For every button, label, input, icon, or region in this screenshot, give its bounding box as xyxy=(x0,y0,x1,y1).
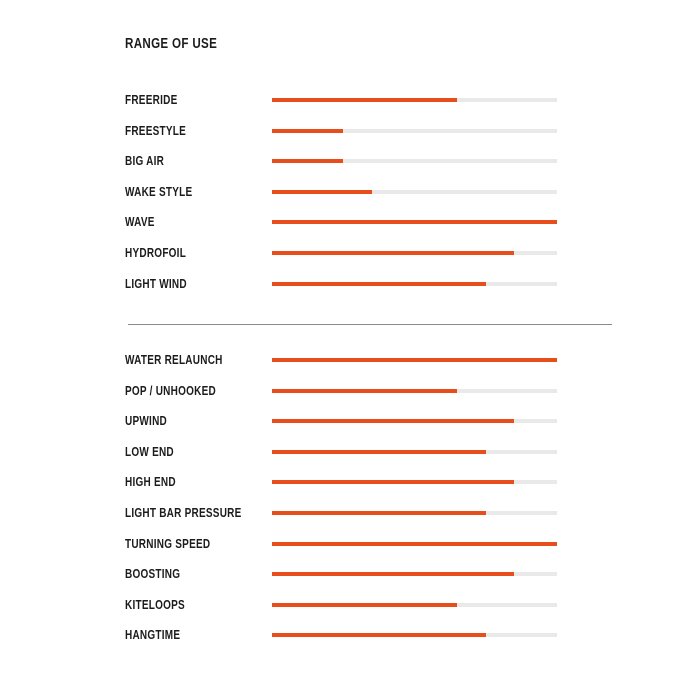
bar-fill xyxy=(272,603,457,607)
section-performance xyxy=(125,345,557,650)
bar-fill xyxy=(272,190,372,194)
row-label: TURNING SPEED xyxy=(125,536,211,551)
chart-row xyxy=(125,559,557,590)
row-label: WAVE xyxy=(125,215,155,230)
bar-fill xyxy=(272,159,343,163)
chart-row xyxy=(125,528,557,559)
bar-fill xyxy=(272,633,486,637)
page-title: RANGE OF USE xyxy=(125,36,218,52)
row-label: UPWIND xyxy=(125,414,167,429)
bar-track xyxy=(272,129,557,133)
row-label: BOOSTING xyxy=(125,567,181,582)
bar-track xyxy=(272,450,557,454)
bar-track xyxy=(272,480,557,484)
bar-track xyxy=(272,389,557,393)
chart-row xyxy=(125,238,557,269)
row-label: POP / UNHOOKED xyxy=(125,383,216,398)
bar-track xyxy=(272,358,557,362)
row-label: HYDROFOIL xyxy=(125,246,187,260)
bar-track xyxy=(272,98,557,102)
chart-row xyxy=(125,376,557,407)
bar-track xyxy=(272,542,557,546)
bar-track xyxy=(272,633,557,637)
bar-fill xyxy=(272,572,514,576)
row-label: BIG AIR xyxy=(125,154,165,169)
bar-fill xyxy=(272,251,514,255)
chart-row xyxy=(125,116,557,147)
bar-fill xyxy=(272,450,486,454)
bar-fill xyxy=(272,511,486,515)
chart-row xyxy=(125,268,557,299)
row-label: LIGHT WIND xyxy=(125,276,187,291)
row-label: LIGHT BAR PRESSURE xyxy=(125,506,242,520)
row-label: WATER RELAUNCH xyxy=(125,353,223,368)
bar-track xyxy=(272,603,557,607)
chart-row xyxy=(125,177,557,208)
bar-fill xyxy=(272,282,486,286)
bar-track xyxy=(272,419,557,423)
bar-track xyxy=(272,282,557,286)
chart-row xyxy=(125,345,557,376)
chart-row xyxy=(125,467,557,498)
bar-fill xyxy=(272,542,557,546)
chart-row xyxy=(125,146,557,177)
bar-track xyxy=(272,190,557,194)
bar-track xyxy=(272,251,557,255)
bar-track xyxy=(272,220,557,224)
bar-fill xyxy=(272,480,514,484)
row-label: WAKE STYLE xyxy=(125,184,193,199)
bar-track xyxy=(272,159,557,163)
bar-fill xyxy=(272,419,514,423)
chart-row xyxy=(125,620,557,651)
section-divider xyxy=(128,324,612,325)
bar-fill xyxy=(272,389,457,393)
bar-track xyxy=(272,572,557,576)
chart-row xyxy=(125,589,557,620)
bar-fill xyxy=(272,129,343,133)
row-label: HANGTIME xyxy=(125,628,181,643)
row-label: HIGH END xyxy=(125,475,176,490)
row-label: LOW END xyxy=(125,444,174,459)
row-label: KITELOOPS xyxy=(125,597,185,612)
chart-row xyxy=(125,437,557,468)
section-riding-styles xyxy=(125,85,557,299)
bar-fill xyxy=(272,358,557,362)
chart-row xyxy=(125,85,557,116)
row-label: FREESTYLE xyxy=(125,123,187,138)
chart-row xyxy=(125,207,557,238)
bar-fill xyxy=(272,98,457,102)
chart-row xyxy=(125,406,557,437)
bar-track xyxy=(272,511,557,515)
row-label: FREERIDE xyxy=(125,93,178,108)
chart-row xyxy=(125,498,557,529)
bar-fill xyxy=(272,220,557,224)
